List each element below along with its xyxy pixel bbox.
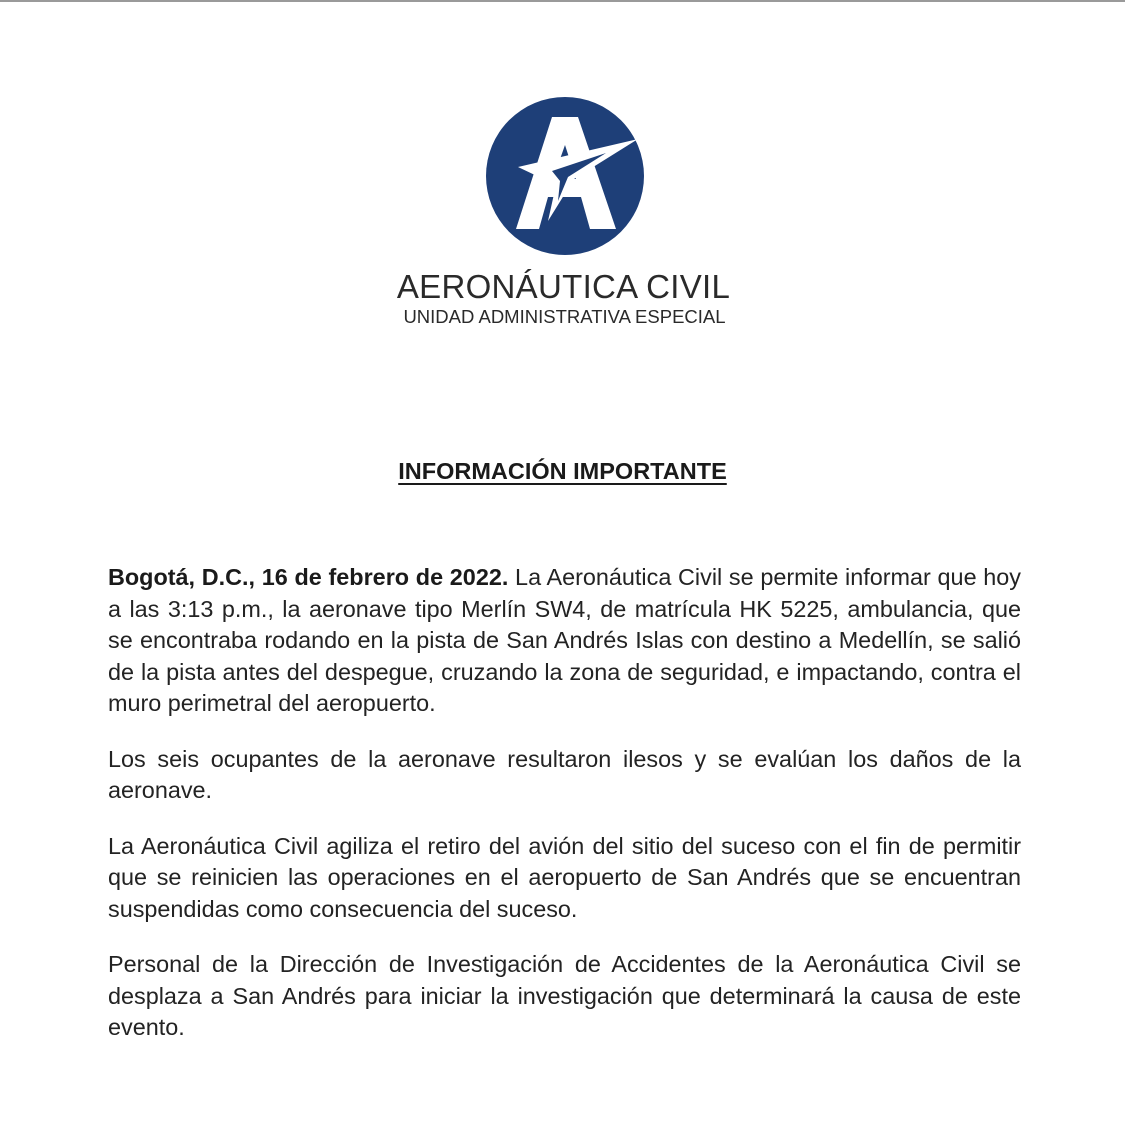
paragraph-1	[108, 562, 1021, 720]
press-release-body	[108, 562, 1021, 1060]
aerocivil-logo-icon	[486, 97, 644, 255]
paragraph-4: Personal de la Dirección de Investigación de Accidentes de la Aeronáutica Civil se desplaza a San Andrés para iniciar la investigación que determinará la causa de este evento.	[108, 951, 1021, 1040]
paragraph-2: Los seis ocupantes de la aeronave resultaron ilesos y se evalúan los daños de la aeronave.	[108, 745, 1021, 803]
org-subtitle: UNIDAD ADMINISTRATIVA ESPECIAL	[403, 306, 726, 327]
paragraph-1-text: La Aeronáutica Civil se permite informar que hoy a las 3:13 p.m., la aeronave tipo Merlín SW4, de matrícula HK 5225, ambulancia, que se encontraba rodando en la pista de San Andrés Islas con destino a Medellín, se salió de la pista antes del despegue, cruzando la zona de seguridad, e impactando, contra el muro perimetral del aeropuerto.	[108, 564, 1021, 716]
top-border	[0, 0, 1125, 2]
org-name: AERONÁUTICA CIVIL	[396, 268, 731, 305]
paragraph-3: La Aeronáutica Civil agiliza el retiro del avión del sitio del suceso con el fin de permitir que se reinicien las operaciones en el aeropuerto de San Andrés que se encuentran suspendidas como consecuencia del suceso.	[108, 832, 1021, 922]
dateline: Bogotá, D.C., 16 de febrero de 2022.	[108, 564, 509, 590]
page-title: INFORMACIÓN IMPORTANTE	[398, 458, 727, 484]
